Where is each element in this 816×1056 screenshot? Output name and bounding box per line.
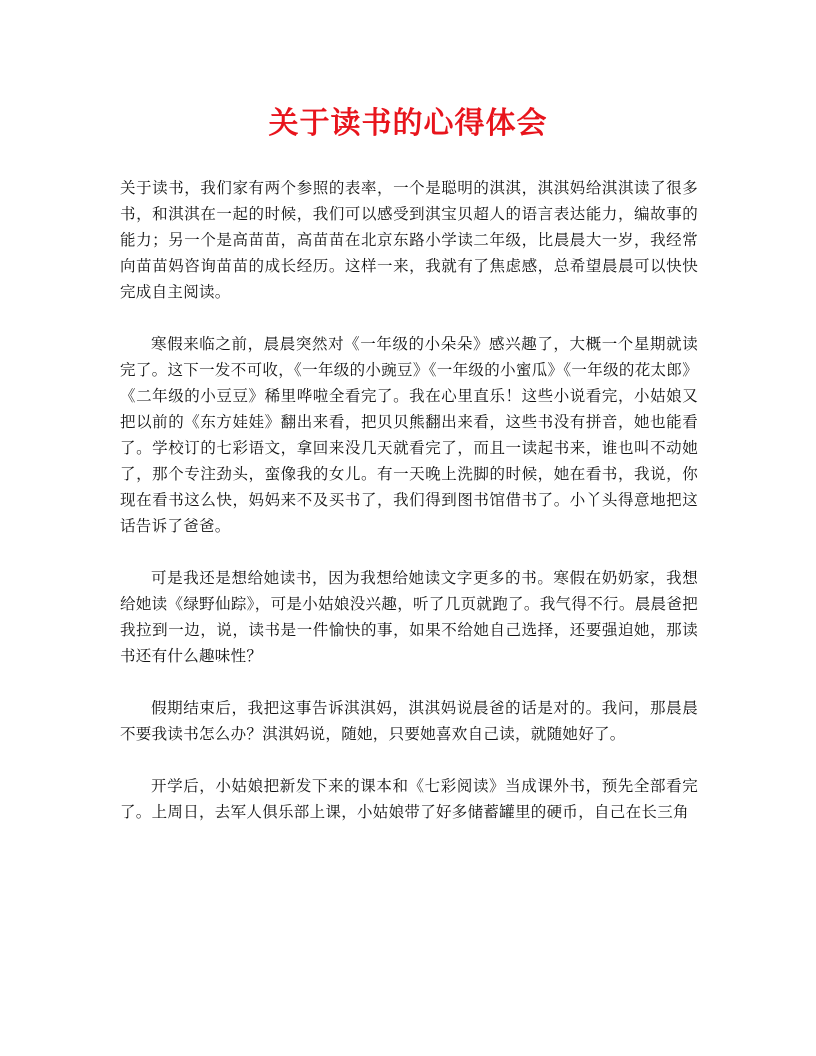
- paragraph-5: 开学后，小姑娘把新发下来的课本和《七彩阅读》当成课外书，预先全部看完了。上周日，去军人俱乐部上课，小姑娘带了好多储蓄罐里的硬币，自己在长三角: [120, 777, 698, 821]
- paragraph-4: 假期结束后，我把这事告诉淇淇妈，淇淇妈说晨爸的话是对的。我问，那晨晨不要我读书怎么办？淇淇妈说，随她，只要她喜欢自己读，就随她好了。: [120, 699, 698, 743]
- paragraph-3: 可是我还是想给她读书，因为我想给她读文字更多的书。寒假在奶奶家，我想给她读《绿野仙踪》，可是小姑娘没兴趣，听了几页就跑了。我气得不行。晨晨爸把我拉到一边，说，读书是一件愉快的事，如果不给她自己选择，还要强迫她，那读书还有什么趣味性？: [120, 569, 698, 665]
- document-body: [120, 175, 698, 825]
- document-title: 关于读书的心得体会: [268, 106, 548, 141]
- paragraph-1: 关于读书，我们家有两个参照的表率，一个是聪明的淇淇，淇淇妈给淇淇读了很多书，和淇淇在一起的时候，我们可以感受到淇宝贝超人的语言表达能力，编故事的能力；另一个是高苗苗，高苗苗在北京东路小学读二年级，比晨晨大一岁，我经常向苗苗妈咨询苗苗的成长经历。这样一来，我就有了焦虑感，总希望晨晨可以快快完成自主阅读。: [120, 179, 698, 301]
- paragraph-2: 寒假来临之前，晨晨突然对《一年级的小朵朵》感兴趣了，大概一个星期就读完了。这下一发不可收，《一年级的小豌豆》《一年级的小蜜瓜》《一年级的花太郎》《二年级的小豆豆》稀里哗啦全看完了。我在心里直乐！这些小说看完，小姑娘又把以前的《东方娃娃》翻出来看，把贝贝熊翻出来看，这些书没有拼音，她也能看了。学校订的七彩语文，拿回来没几天就看完了，而且一读起书来，谁也叫不动她了，那个专注劲头，蛮像我的女儿。有一天晚上洗脚的时候，她在看书，我说，你现在看书这么快，妈妈来不及买书了，我们得到图书馆借书了。小丫头得意地把这话告诉了爸爸。: [120, 335, 698, 535]
